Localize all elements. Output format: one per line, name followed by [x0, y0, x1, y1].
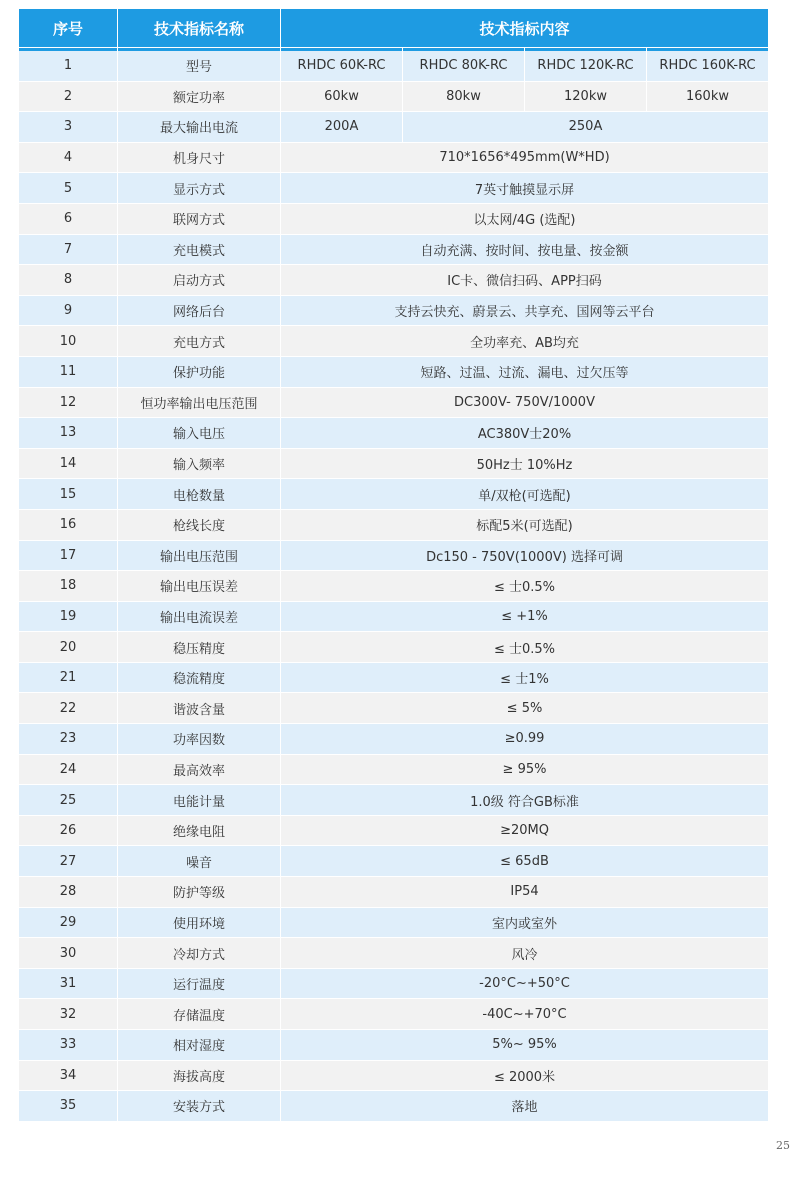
table-row	[19, 908, 768, 938]
row-number: 11	[19, 357, 117, 387]
table-row	[19, 877, 768, 907]
spec-name: 输出电压范围	[118, 541, 280, 571]
table-row	[19, 388, 768, 418]
table-row	[19, 235, 768, 265]
row-number: 7	[19, 235, 117, 265]
row-number: 34	[19, 1061, 117, 1091]
row-number: 17	[19, 541, 117, 571]
row-number: 31	[19, 969, 117, 999]
table-row	[19, 724, 768, 754]
row-number: 5	[19, 173, 117, 203]
row-number: 22	[19, 693, 117, 723]
spec-value: 1.0级 符合GB标准	[281, 785, 768, 815]
header-name: 技术指标名称	[118, 9, 280, 47]
row-number: 25	[19, 785, 117, 815]
row-number: 1	[19, 48, 117, 81]
spec-value: ≤ 士0.5%	[281, 571, 768, 601]
row-number: 32	[19, 999, 117, 1029]
table-row	[19, 846, 768, 876]
spec-value: Dc150 - 750V(1000V) 选择可调	[281, 541, 768, 571]
spec-value: 全功率充、AB均充	[281, 326, 768, 356]
spec-value: ≤ 5%	[281, 693, 768, 723]
spec-name: 相对湿度	[118, 1030, 280, 1060]
table-row	[19, 418, 768, 448]
spec-name: 冷却方式	[118, 938, 280, 968]
spec-name: 噪音	[118, 846, 280, 876]
row-number: 4	[19, 143, 117, 173]
spec-value: 以太网/4G (选配)	[281, 204, 768, 234]
table-row	[19, 265, 768, 295]
spec-value: 710*1656*495mm(W*HD)	[281, 143, 768, 173]
spec-name: 机身尺寸	[118, 143, 280, 173]
spec-name: 输出电流误差	[118, 602, 280, 632]
spec-value: ≥ 95%	[281, 755, 768, 785]
spec-value: 短路、过温、过流、漏电、过欠压等	[281, 357, 768, 387]
spec-name: 最高效率	[118, 755, 280, 785]
row-number: 24	[19, 755, 117, 785]
spec-name: 恒功率输出电压范围	[118, 388, 280, 418]
spec-value: 250A	[403, 112, 768, 142]
row-number: 28	[19, 877, 117, 907]
spec-value: 200A	[281, 112, 402, 142]
spec-name: 稳压精度	[118, 632, 280, 662]
row-number: 14	[19, 449, 117, 479]
table-row	[19, 357, 768, 387]
spec-name: 网络后台	[118, 296, 280, 326]
row-number: 27	[19, 846, 117, 876]
table-row	[19, 969, 768, 999]
spec-value: 160kw	[647, 82, 768, 112]
row-number: 23	[19, 724, 117, 754]
spec-value: 标配5米(可选配)	[281, 510, 768, 540]
spec-name: 使用环境	[118, 908, 280, 938]
table-row	[19, 1061, 768, 1091]
spec-name: 防护等级	[118, 877, 280, 907]
row-number: 2	[19, 82, 117, 112]
spec-value: DC300V- 750V/1000V	[281, 388, 768, 418]
spec-value: RHDC 120K-RC	[525, 48, 646, 81]
row-number: 3	[19, 112, 117, 142]
spec-value: 支持云快充、蔚景云、共享充、国网等云平台	[281, 296, 768, 326]
row-number: 10	[19, 326, 117, 356]
spec-value: 落地	[281, 1091, 768, 1121]
table-body	[19, 48, 768, 1121]
table-row	[19, 479, 768, 509]
spec-value: ≤ 士1%	[281, 663, 768, 693]
table-header-row	[19, 9, 768, 47]
row-number: 9	[19, 296, 117, 326]
spec-name: 功率因数	[118, 724, 280, 754]
spec-name: 谐波含量	[118, 693, 280, 723]
spec-name: 运行温度	[118, 969, 280, 999]
table-row	[19, 1030, 768, 1060]
row-number: 33	[19, 1030, 117, 1060]
spec-name: 输入频率	[118, 449, 280, 479]
row-number: 12	[19, 388, 117, 418]
spec-name: 型号	[118, 48, 280, 81]
table-row	[19, 816, 768, 846]
table-row	[19, 296, 768, 326]
spec-value: 7英寸触摸显示屏	[281, 173, 768, 203]
spec-name: 保护功能	[118, 357, 280, 387]
spec-value: RHDC 160K-RC	[647, 48, 768, 81]
row-number: 16	[19, 510, 117, 540]
spec-name: 充电模式	[118, 235, 280, 265]
spec-value: ≥0.99	[281, 724, 768, 754]
table-row	[19, 693, 768, 723]
spec-name: 充电方式	[118, 326, 280, 356]
table-row	[19, 48, 768, 81]
spec-value: 风冷	[281, 938, 768, 968]
spec-value: IP54	[281, 877, 768, 907]
spec-value: ≤ 2000米	[281, 1061, 768, 1091]
table-row	[19, 663, 768, 693]
row-number: 18	[19, 571, 117, 601]
header-content: 技术指标内容	[281, 9, 768, 47]
spec-value: ≤ +1%	[281, 602, 768, 632]
spec-value: 50Hz士 10%Hz	[281, 449, 768, 479]
table-row	[19, 785, 768, 815]
spec-value: ≤ 65dB	[281, 846, 768, 876]
spec-name: 安装方式	[118, 1091, 280, 1121]
table-row	[19, 602, 768, 632]
table-row	[19, 82, 768, 112]
row-number: 26	[19, 816, 117, 846]
spec-name: 最大输出电流	[118, 112, 280, 142]
spec-value: 单/双枪(可选配)	[281, 479, 768, 509]
table-row	[19, 204, 768, 234]
spec-value: 120kw	[525, 82, 646, 112]
spec-value: RHDC 60K-RC	[281, 48, 402, 81]
table-row	[19, 143, 768, 173]
table-row	[19, 755, 768, 785]
row-number: 6	[19, 204, 117, 234]
spec-value: -20°C~+50°C	[281, 969, 768, 999]
row-number: 8	[19, 265, 117, 295]
table-row	[19, 999, 768, 1029]
spec-table	[18, 8, 769, 1122]
spec-value: 5%~ 95%	[281, 1030, 768, 1060]
spec-name: 显示方式	[118, 173, 280, 203]
header-no: 序号	[19, 9, 117, 47]
spec-value: 80kw	[403, 82, 524, 112]
spec-name: 海拔高度	[118, 1061, 280, 1091]
page-number: 25	[776, 1139, 790, 1152]
spec-value: 60kw	[281, 82, 402, 112]
spec-name: 枪线长度	[118, 510, 280, 540]
table-row	[19, 632, 768, 662]
spec-value: 自动充满、按时间、按电量、按金额	[281, 235, 768, 265]
table-row	[19, 112, 768, 142]
table-row	[19, 938, 768, 968]
spec-value: ≥20MQ	[281, 816, 768, 846]
row-number: 30	[19, 938, 117, 968]
spec-name: 电能计量	[118, 785, 280, 815]
spec-name: 输入电压	[118, 418, 280, 448]
row-number: 35	[19, 1091, 117, 1121]
spec-name: 启动方式	[118, 265, 280, 295]
spec-name: 联网方式	[118, 204, 280, 234]
row-number: 13	[19, 418, 117, 448]
spec-value: AC380V士20%	[281, 418, 768, 448]
spec-value: IC卡、微信扫码、APP扫码	[281, 265, 768, 295]
spec-value: ≤ 士0.5%	[281, 632, 768, 662]
table-row	[19, 1091, 768, 1121]
row-number: 21	[19, 663, 117, 693]
table-row	[19, 510, 768, 540]
spec-name: 稳流精度	[118, 663, 280, 693]
table-row	[19, 541, 768, 571]
row-number: 20	[19, 632, 117, 662]
row-number: 15	[19, 479, 117, 509]
table-row	[19, 326, 768, 356]
spec-name: 额定功率	[118, 82, 280, 112]
row-number: 29	[19, 908, 117, 938]
spec-name: 绝缘电阻	[118, 816, 280, 846]
table-row	[19, 449, 768, 479]
spec-name: 输出电压误差	[118, 571, 280, 601]
spec-value: -40C~+70°C	[281, 999, 768, 1029]
row-number: 19	[19, 602, 117, 632]
spec-name: 存储温度	[118, 999, 280, 1029]
spec-value: 室内或室外	[281, 908, 768, 938]
table-row	[19, 173, 768, 203]
table-row	[19, 571, 768, 601]
spec-value: RHDC 80K-RC	[403, 48, 524, 81]
spec-name: 电枪数量	[118, 479, 280, 509]
